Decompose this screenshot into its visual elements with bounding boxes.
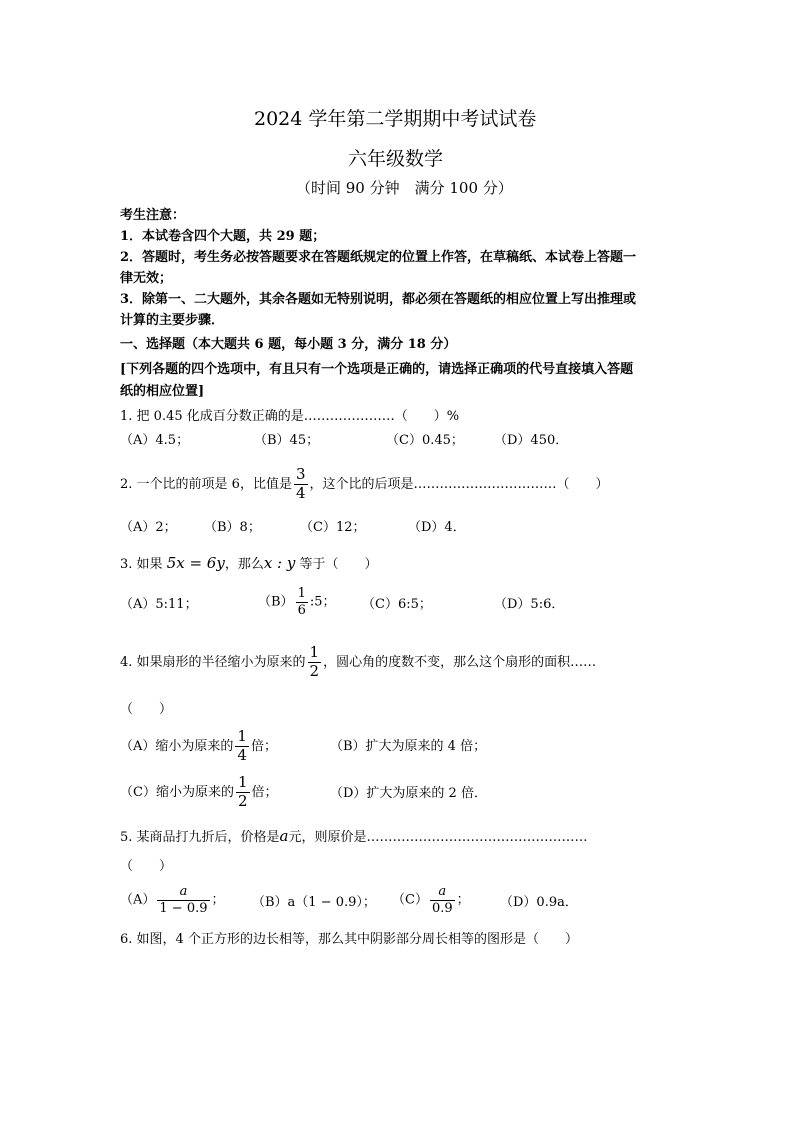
q5-answer-paren: （ ） <box>120 859 173 874</box>
q5-option-a-post: ； <box>211 892 225 908</box>
notice-item-1: 1．本试卷含四个大题，共 29 题； <box>120 229 326 244</box>
q3-stem-post: 等于（ ） <box>299 557 378 572</box>
q5-option-a-den: 1 − 0.9 <box>159 900 208 916</box>
q4-stem-pre: 4. 如果扇形的半径缩小为原来的 <box>120 654 306 670</box>
q5-option-c-num: a <box>430 885 455 901</box>
q3-option-c: （C）6:5； <box>362 597 432 612</box>
q5-option-b: （B）a（1 − 0.9）； <box>252 895 376 910</box>
q4-option-a-den: 4 <box>237 745 247 764</box>
q2-option-c: （C）12； <box>300 520 366 535</box>
q2-fraction <box>294 467 308 502</box>
section-instruction-line-1: [下列各题的四个选项中，有且只有一个选项是正确的，请选择正确项的代号直接填入答题 <box>120 362 634 377</box>
q4-option-a-num: 1 <box>237 727 247 745</box>
q4-option-c-num: 1 <box>237 773 248 791</box>
q2-fraction-num: 3 <box>295 465 306 483</box>
q5-option-a <box>120 885 225 915</box>
q5-option-c-post: ； <box>456 892 470 908</box>
q3-option-b-num: 1 <box>297 586 306 601</box>
q3-option-a: （A）5:11； <box>120 597 198 612</box>
q4-option-b: （B）扩大为原来的 4 倍； <box>330 739 487 754</box>
q4-option-c-fraction <box>236 775 250 810</box>
notice-item-2-line-1: 2．答题时，考生务必按答题要求在答题纸规定的位置上作答，在草稿纸、本试卷上答题一 <box>120 250 637 265</box>
q5-stem-post: 元，则原价是…………………………………………… <box>288 830 588 845</box>
section-heading: 一、选择题（本大题共 6 题，每小题 3 分，满分 18 分） <box>120 337 457 352</box>
q4-fraction <box>308 645 322 680</box>
q1-option-a: （A）4.5； <box>120 433 190 448</box>
q4-stem-post: ，圆心角的度数不变，那么这个扇形的面积…… <box>323 654 597 670</box>
q5-option-a-num: a <box>157 885 209 901</box>
q2-fraction-den: 4 <box>295 483 306 502</box>
q4-option-d: （D）扩大为原来的 2 倍． <box>330 786 487 801</box>
exam-title: 2024 学年第二学期期中考试试卷 <box>254 108 537 130</box>
q2-option-a: （A）2； <box>120 520 177 535</box>
q3-stem <box>120 556 378 571</box>
q5-stem <box>120 829 588 844</box>
q5-variable: a <box>279 827 289 845</box>
q4-answer-paren: （ ） <box>120 702 173 717</box>
q4-fraction-num: 1 <box>309 643 320 661</box>
q3-option-d: （D）5:6． <box>494 597 565 612</box>
q3-stem-pre: 3. 如果 <box>120 557 163 572</box>
q1-option-d: （D）450． <box>494 433 569 448</box>
q4-option-a-post: 倍； <box>250 738 277 754</box>
q3-option-b-post: :5； <box>309 594 336 610</box>
q5-option-d: （D）0.9a． <box>500 895 578 910</box>
q5-option-c-pre: （C） <box>392 892 428 908</box>
q3-option-b-fraction <box>296 587 308 617</box>
q5-option-c-fraction <box>430 885 455 915</box>
q1-option-b: （B）45； <box>254 433 320 448</box>
q3-option-b-label: （B） <box>258 594 294 610</box>
q3-equation: 5x = 6y <box>166 554 225 572</box>
notice-item-2-line-2: 律无效； <box>120 271 173 286</box>
q2-option-b: （B）8； <box>204 520 261 535</box>
q2-option-d: （D）4． <box>408 520 466 535</box>
q4-fraction-den: 2 <box>309 661 320 680</box>
q4-option-a <box>120 729 277 764</box>
q4-option-c <box>120 775 278 810</box>
notice-item-3-line-1: 3．除第一、二大题外，其余各题如无特别说明，都必须在答题纸的相应位置上写出推理或 <box>120 292 637 307</box>
section-instruction-line-2: 纸的相应位置] <box>120 384 205 399</box>
q4-option-a-fraction <box>235 729 249 764</box>
q4-option-a-pre: （A）缩小为原来的 <box>120 738 234 754</box>
q1-stem: 1. 把 0.45 化成百分数正确的是…………………（ ）% <box>120 409 460 424</box>
q4-option-c-post: 倍； <box>251 784 278 800</box>
notice-heading: 考生注意： <box>120 208 186 223</box>
q2-stem <box>120 467 609 502</box>
q6-stem: 6. 如图，4 个正方形的边长相等，那么其中阴影部分周长相等的图形是（ ） <box>120 932 578 947</box>
q4-option-c-pre: （C）缩小为原来的 <box>120 784 234 800</box>
q2-stem-pre: 2. 一个比的前项是 6，比值是 <box>120 476 292 492</box>
q5-option-c-den: 0.9 <box>431 900 453 916</box>
q5-option-a-fraction <box>157 885 209 915</box>
q4-stem <box>120 645 596 680</box>
notice-item-3-line-2: 计算的主要步骤． <box>120 313 225 328</box>
time-info: （时间 90 分钟 满分 100 分） <box>296 179 513 197</box>
q4-option-c-den: 2 <box>237 791 248 810</box>
subject-title: 六年级数学 <box>348 148 444 170</box>
q3-option-b <box>258 587 336 617</box>
q5-option-c <box>392 885 470 915</box>
q5-option-a-pre: （A） <box>120 892 156 908</box>
q3-ratio: x : y <box>263 554 296 572</box>
q3-option-b-den: 6 <box>297 602 306 618</box>
q5-stem-pre: 5. 某商品打九折后，价格是 <box>120 830 280 845</box>
q3-stem-mid: ，那么 <box>224 557 264 572</box>
q1-option-c: （C）0.45； <box>386 433 464 448</box>
q2-stem-post: ，这个比的后项是……………………………（ ） <box>309 476 609 492</box>
